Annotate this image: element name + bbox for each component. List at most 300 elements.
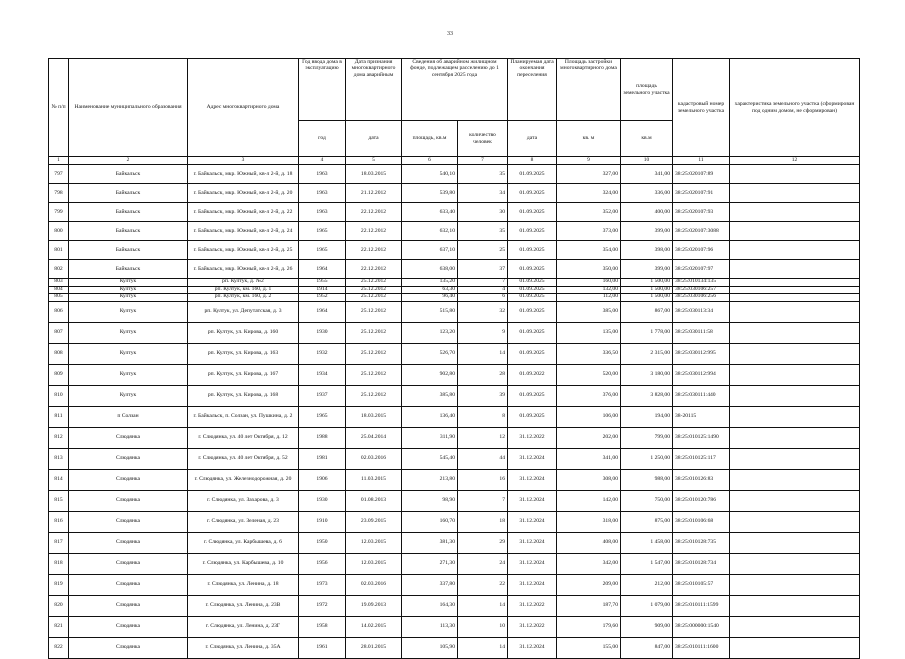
address-cell: рп. Култук, ул. Кирова, д. 168 xyxy=(188,385,299,406)
cadastral-cell: 38:25:000000:1540 xyxy=(673,616,730,637)
header-cadastral: кадастровый номер земельного участка xyxy=(673,59,730,157)
emergency-date-cell: 25.12.2012 xyxy=(346,385,402,406)
characteristics-cell xyxy=(730,511,860,532)
row-number: 812 xyxy=(49,427,69,448)
land-area-cell: 399,00 xyxy=(621,222,673,241)
cadastral-cell: 38:25:030112:994 xyxy=(673,364,730,385)
characteristics-cell xyxy=(730,260,860,279)
year-cell: 1914 xyxy=(299,286,346,294)
address-cell: г. Байкальск, мкр. Южный, кв-л 2-й, д. 22 xyxy=(188,203,299,222)
area-cell: 63,30 xyxy=(402,286,458,294)
built-area-cell: 354,00 xyxy=(557,241,621,260)
table-row xyxy=(49,490,860,511)
people-count-cell: 44 xyxy=(458,448,508,469)
area-cell: 515,80 xyxy=(402,301,458,322)
address-cell: г. Байкальск, п. Солзан, ул. Пушкина, д. 2 xyxy=(188,406,299,427)
header-date-emergency: Дата признания многоквартирного дома аварийным xyxy=(346,59,402,121)
built-area-cell: 327,00 xyxy=(557,165,621,184)
address-cell: г. Слюдянка, ул. Зеленая, д. 23 xyxy=(188,511,299,532)
year-cell: 1950 xyxy=(299,532,346,553)
cadastral-cell: 38:25:010105:57 xyxy=(673,574,730,595)
row-number: 817 xyxy=(49,532,69,553)
planned-date-cell: 31.12.2024 xyxy=(508,532,557,553)
area-cell: 632,10 xyxy=(402,222,458,241)
cadastral-cell: 38:25:020107:89 xyxy=(673,165,730,184)
built-area-cell: 318,00 xyxy=(557,511,621,532)
municipality-cell: Слюдянка xyxy=(69,532,188,553)
row-number: 813 xyxy=(49,448,69,469)
planned-date-cell: 01.09.2025 xyxy=(508,184,557,203)
row-number: 822 xyxy=(49,637,69,658)
year-cell: 1906 xyxy=(299,469,346,490)
planned-date-cell: 31.12.2024 xyxy=(508,574,557,595)
characteristics-cell xyxy=(730,241,860,260)
column-number: 1 xyxy=(49,157,69,165)
subheader-date: дата xyxy=(346,121,402,157)
table-row xyxy=(49,301,860,322)
characteristics-cell xyxy=(730,203,860,222)
header-planned-date: Планируемая дата окончания переселения xyxy=(508,59,557,121)
built-area-cell: 132,00 xyxy=(557,286,621,294)
built-area-cell: 308,00 xyxy=(557,469,621,490)
area-cell: 539,80 xyxy=(402,184,458,203)
cadastral-cell: 38:25:030111:440 xyxy=(673,385,730,406)
table-row xyxy=(49,286,860,294)
land-area-cell: 909,00 xyxy=(621,616,673,637)
cadastral-cell: 38:25:030106:256 xyxy=(673,294,730,302)
characteristics-cell xyxy=(730,595,860,616)
row-number: 805 xyxy=(49,294,69,302)
people-count-cell: 35 xyxy=(458,222,508,241)
municipality-cell: Култук xyxy=(69,301,188,322)
characteristics-cell xyxy=(730,301,860,322)
year-cell: 1972 xyxy=(299,595,346,616)
area-cell: 540,10 xyxy=(402,165,458,184)
address-cell: г. Слюдянка, ул. Ленина, д. 23Г xyxy=(188,616,299,637)
area-cell: 337,80 xyxy=(402,574,458,595)
table-row xyxy=(49,574,860,595)
table-row xyxy=(49,364,860,385)
planned-date-cell: 01.09.2025 xyxy=(508,294,557,302)
emergency-date-cell: 12.03.2015 xyxy=(346,553,402,574)
year-cell: 1965 xyxy=(299,241,346,260)
address-cell: г. Байкальск, мкр. Южный, кв-л 2-й, д. 25 xyxy=(188,241,299,260)
people-count-cell: 6 xyxy=(458,294,508,302)
characteristics-cell xyxy=(730,286,860,294)
area-cell: 637,10 xyxy=(402,241,458,260)
characteristics-cell xyxy=(730,385,860,406)
cadastral-cell: 38:25:030111:58 xyxy=(673,322,730,343)
municipality-cell: Култук xyxy=(69,279,188,287)
people-count-cell: 7 xyxy=(458,490,508,511)
emergency-date-cell: 22.12.2012 xyxy=(346,203,402,222)
characteristics-cell xyxy=(730,406,860,427)
characteristics-cell xyxy=(730,343,860,364)
built-area-cell: 187,70 xyxy=(557,595,621,616)
row-number: 819 xyxy=(49,574,69,595)
land-area-cell: 1 500,00 xyxy=(621,294,673,302)
municipality-cell: Байкальск xyxy=(69,222,188,241)
year-cell: 1964 xyxy=(299,301,346,322)
planned-date-cell: 31.12.2024 xyxy=(508,511,557,532)
area-cell: 164,30 xyxy=(402,595,458,616)
page-number: 33 xyxy=(447,31,453,37)
land-area-cell: 1 250,00 xyxy=(621,448,673,469)
planned-date-cell: 31.12.2024 xyxy=(508,553,557,574)
land-area-cell: 194,00 xyxy=(621,406,673,427)
land-area-cell: 399,00 xyxy=(621,260,673,279)
address-cell: г. Байкальск, мкр. Южный, кв-л 2-й, д. 18 xyxy=(188,165,299,184)
row-number: 818 xyxy=(49,553,69,574)
people-count-cell: 14 xyxy=(458,343,508,364)
header-built-area: Площадь застройки многоквартирного дома xyxy=(557,59,621,121)
emergency-date-cell: 25.12.2012 xyxy=(346,294,402,302)
row-number: 810 xyxy=(49,385,69,406)
planned-date-cell: 01.09.2025 xyxy=(508,241,557,260)
land-area-cell: 867,00 xyxy=(621,301,673,322)
area-cell: 96,40 xyxy=(402,294,458,302)
built-area-cell: 106,00 xyxy=(557,406,621,427)
municipality-cell: п Солзан xyxy=(69,406,188,427)
built-area-cell: 520,00 xyxy=(557,364,621,385)
people-count-cell: 16 xyxy=(458,469,508,490)
header-land-characteristics: характеристика земельного участка (сформирован под одним домом, не сформирован) xyxy=(730,59,860,157)
table-row xyxy=(49,241,860,260)
planned-date-cell: 01.09.2025 xyxy=(508,322,557,343)
year-cell: 1932 xyxy=(299,343,346,364)
year-cell: 1963 xyxy=(299,184,346,203)
address-cell: рп. Култук, ул. Кирова, д. 160 xyxy=(188,322,299,343)
built-area-cell: 135,00 xyxy=(557,322,621,343)
cadastral-cell: 38:25:020107:93 xyxy=(673,203,730,222)
table-row xyxy=(49,184,860,203)
table-row xyxy=(49,343,860,364)
municipality-cell: Слюдянка xyxy=(69,448,188,469)
planned-date-cell: 01.09.2025 xyxy=(508,260,557,279)
emergency-date-cell: 11.03.2015 xyxy=(346,469,402,490)
built-area-cell: 385,00 xyxy=(557,301,621,322)
cadastral-cell: 38:25:010126:83 xyxy=(673,469,730,490)
people-count-cell: 34 xyxy=(458,184,508,203)
address-cell: г. Слюдянка, ул. Карбышева, д. 6 xyxy=(188,532,299,553)
emergency-date-cell: 18.03.2015 xyxy=(346,406,402,427)
column-number: 11 xyxy=(673,157,730,165)
characteristics-cell xyxy=(730,222,860,241)
people-count-cell: 28 xyxy=(458,364,508,385)
municipality-cell: Култук xyxy=(69,385,188,406)
land-area-cell: 1 547,00 xyxy=(621,553,673,574)
land-area-cell: 341,00 xyxy=(621,165,673,184)
year-cell: 1952 xyxy=(299,294,346,302)
row-number: 803 xyxy=(49,279,69,287)
planned-date-cell: 01.09.2025 xyxy=(508,203,557,222)
column-number: 4 xyxy=(299,157,346,165)
table-row xyxy=(49,469,860,490)
area-cell: 213,80 xyxy=(402,469,458,490)
table-row xyxy=(49,595,860,616)
address-cell: г. Слюдянка, ул. Ленина, д. 35А xyxy=(188,637,299,658)
table-row xyxy=(49,279,860,287)
header-no: № п/п xyxy=(49,59,69,157)
emergency-date-cell: 02.03.2016 xyxy=(346,574,402,595)
cadastral-cell: 38:25:030106:257 xyxy=(673,286,730,294)
table-row xyxy=(49,616,860,637)
address-cell: рп. Култук, д. №2 xyxy=(188,279,299,287)
address-cell: г. Байкальск, мкр. Южный, кв-л 2-й, д. 24 xyxy=(188,222,299,241)
table-row xyxy=(49,406,860,427)
built-area-cell: 408,00 xyxy=(557,532,621,553)
column-number: 7 xyxy=(458,157,508,165)
row-number: 801 xyxy=(49,241,69,260)
subheader-count: количество человек xyxy=(458,121,508,157)
built-area-cell: 342,00 xyxy=(557,553,621,574)
cadastral-cell: 38:25:010120:786 xyxy=(673,490,730,511)
row-number: 809 xyxy=(49,364,69,385)
row-number: 798 xyxy=(49,184,69,203)
municipality-cell: Слюдянка xyxy=(69,490,188,511)
municipality-cell: Култук xyxy=(69,286,188,294)
area-cell: 381,30 xyxy=(402,532,458,553)
people-count-cell: 37 xyxy=(458,260,508,279)
cadastral-cell: 38:25:010134:135 xyxy=(673,279,730,287)
people-count-cell: 30 xyxy=(458,203,508,222)
column-number: 12 xyxy=(730,157,860,165)
emergency-date-cell: 21.12.2012 xyxy=(346,184,402,203)
emergency-date-cell: 25.12.2012 xyxy=(346,286,402,294)
people-count-cell: 14 xyxy=(458,637,508,658)
emergency-date-cell: 25.12.2012 xyxy=(346,279,402,287)
characteristics-cell xyxy=(730,184,860,203)
municipality-cell: Слюдянка xyxy=(69,511,188,532)
land-area-cell: 3 828,00 xyxy=(621,385,673,406)
row-number: 797 xyxy=(49,165,69,184)
emergency-date-cell: 19.09.2013 xyxy=(346,595,402,616)
row-number: 802 xyxy=(49,260,69,279)
column-number: 10 xyxy=(621,157,673,165)
area-cell: 545,40 xyxy=(402,448,458,469)
year-cell: 1956 xyxy=(299,553,346,574)
area-cell: 105,90 xyxy=(402,637,458,658)
row-number: 808 xyxy=(49,343,69,364)
address-cell: г. Слюдянка, ул. Карбышева, д. 10 xyxy=(188,553,299,574)
address-cell: г. Слюдянка, ул. 40 лет Октября, д. 12 xyxy=(188,427,299,448)
table-body xyxy=(49,165,860,659)
table-row xyxy=(49,553,860,574)
characteristics-cell xyxy=(730,469,860,490)
emergency-date-cell: 28.01.2015 xyxy=(346,637,402,658)
people-count-cell: 4 xyxy=(458,286,508,294)
municipality-cell: Слюдянка xyxy=(69,553,188,574)
area-cell: 123,20 xyxy=(402,322,458,343)
year-cell: 1930 xyxy=(299,322,346,343)
area-cell: 160,70 xyxy=(402,511,458,532)
municipality-cell: Байкальск xyxy=(69,241,188,260)
emergency-date-cell: 25.12.2012 xyxy=(346,301,402,322)
year-cell: 1981 xyxy=(299,448,346,469)
table-row xyxy=(49,385,860,406)
people-count-cell: 10 xyxy=(458,616,508,637)
column-number: 6 xyxy=(402,157,458,165)
cadastral-cell: 38:25:020107:97 xyxy=(673,260,730,279)
row-number: 799 xyxy=(49,203,69,222)
table-row xyxy=(49,532,860,553)
row-number: 800 xyxy=(49,222,69,241)
planned-date-cell: 31.12.2022 xyxy=(508,616,557,637)
characteristics-cell xyxy=(730,279,860,287)
characteristics-cell xyxy=(730,553,860,574)
municipality-cell: Слюдянка xyxy=(69,427,188,448)
land-area-cell: 212,00 xyxy=(621,574,673,595)
cadastral-cell: 38:25:010111:1600 xyxy=(673,637,730,658)
address-cell: г. Слюдянка, ул. Ленина, д. 18 xyxy=(188,574,299,595)
planned-date-cell: 01.09.2025 xyxy=(508,279,557,287)
address-cell: рп. Култук, км. 160, д. 1 xyxy=(188,286,299,294)
area-cell: 113,30 xyxy=(402,616,458,637)
emergency-date-cell: 25.12.2012 xyxy=(346,343,402,364)
people-count-cell: 32 xyxy=(458,301,508,322)
municipality-cell: Слюдянка xyxy=(69,469,188,490)
planned-date-cell: 01.09.2025 xyxy=(508,301,557,322)
row-number: 816 xyxy=(49,511,69,532)
row-number: 807 xyxy=(49,322,69,343)
planned-date-cell: 31.12.2022 xyxy=(508,595,557,616)
table-row xyxy=(49,427,860,448)
built-area-cell: 202,00 xyxy=(557,427,621,448)
column-number: 9 xyxy=(557,157,621,165)
built-area-cell: 376,00 xyxy=(557,385,621,406)
characteristics-cell xyxy=(730,532,860,553)
characteristics-cell xyxy=(730,448,860,469)
people-count-cell: 39 xyxy=(458,385,508,406)
year-cell: 1973 xyxy=(299,574,346,595)
emergency-date-cell: 14.02.2015 xyxy=(346,616,402,637)
cadastral-cell: 38:25:020107:96 xyxy=(673,241,730,260)
housing-table xyxy=(48,58,860,659)
area-cell: 633,40 xyxy=(402,203,458,222)
subheader-date2: дата xyxy=(508,121,557,157)
year-cell: 1961 xyxy=(299,637,346,658)
row-number: 811 xyxy=(49,406,69,427)
emergency-date-cell: 23.09.2015 xyxy=(346,511,402,532)
column-number: 8 xyxy=(508,157,557,165)
area-cell: 311,90 xyxy=(402,427,458,448)
planned-date-cell: 31.12.2024 xyxy=(508,469,557,490)
land-area-cell: 1 778,00 xyxy=(621,322,673,343)
table-row xyxy=(49,165,860,184)
land-area-cell: 750,00 xyxy=(621,490,673,511)
municipality-cell: Байкальск xyxy=(69,184,188,203)
built-area-cell: 373,00 xyxy=(557,222,621,241)
land-area-cell: 398,00 xyxy=(621,241,673,260)
land-area-cell: 1 500,00 xyxy=(621,279,673,287)
emergency-date-cell: 25.12.2012 xyxy=(346,364,402,385)
planned-date-cell: 01.09.2025 xyxy=(508,343,557,364)
planned-date-cell: 01.09.2025 xyxy=(508,406,557,427)
municipality-cell: Байкальск xyxy=(69,165,188,184)
municipality-cell: Байкальск xyxy=(69,203,188,222)
year-cell: 1930 xyxy=(299,490,346,511)
people-count-cell: 22 xyxy=(458,574,508,595)
area-cell: 135,20 xyxy=(402,279,458,287)
table-row xyxy=(49,294,860,302)
land-area-cell: 847,00 xyxy=(621,637,673,658)
year-cell: 1988 xyxy=(299,427,346,448)
land-area-cell: 336,00 xyxy=(621,184,673,203)
header-municipality: Наименование муниципального образования xyxy=(69,59,188,157)
planned-date-cell: 31.12.2024 xyxy=(508,448,557,469)
year-cell: 1963 xyxy=(299,203,346,222)
municipality-cell: Слюдянка xyxy=(69,595,188,616)
subheader-sqm: кв. м xyxy=(557,121,621,157)
municipality-cell: Слюдянка xyxy=(69,616,188,637)
year-cell: 1934 xyxy=(299,364,346,385)
table-row xyxy=(49,260,860,279)
built-area-cell: 324,00 xyxy=(557,184,621,203)
municipality-cell: Култук xyxy=(69,364,188,385)
header-land-area: площадь земельного участка xyxy=(621,59,673,121)
municipality-cell: Байкальск xyxy=(69,260,188,279)
planned-date-cell: 31.12.2024 xyxy=(508,490,557,511)
land-area-cell: 988,00 xyxy=(621,469,673,490)
column-number: 3 xyxy=(188,157,299,165)
planned-date-cell: 01.09.2022 xyxy=(508,364,557,385)
address-cell: г. Слюдянка, ул. Ленина, д. 23В xyxy=(188,595,299,616)
characteristics-cell xyxy=(730,637,860,658)
row-number: 806 xyxy=(49,301,69,322)
characteristics-cell xyxy=(730,427,860,448)
land-area-cell: 2 315,00 xyxy=(621,343,673,364)
emergency-date-cell: 25.12.2012 xyxy=(346,322,402,343)
area-cell: 385,80 xyxy=(402,385,458,406)
address-cell: г. Байкальск, мкр. Южный, кв-л 2-й, д. 26 xyxy=(188,260,299,279)
built-area-cell: 350,00 xyxy=(557,260,621,279)
row-number: 820 xyxy=(49,595,69,616)
people-count-cell: 9 xyxy=(458,322,508,343)
built-area-cell: 160,00 xyxy=(557,279,621,287)
address-cell: рп. Култук, ул. Кирова, д. 167 xyxy=(188,364,299,385)
cadastral-cell: 38:25:020107:91 xyxy=(673,184,730,203)
subheader-sqm2: кв.м xyxy=(621,121,673,157)
built-area-cell: 352,00 xyxy=(557,203,621,222)
municipality-cell: Слюдянка xyxy=(69,574,188,595)
built-area-cell: 155,00 xyxy=(557,637,621,658)
year-cell: 1955 xyxy=(299,279,346,287)
area-cell: 98,90 xyxy=(402,490,458,511)
year-cell: 1910 xyxy=(299,511,346,532)
built-area-cell: 336,50 xyxy=(557,343,621,364)
emergency-date-cell: 22.12.2012 xyxy=(346,260,402,279)
land-area-cell: 1 458,00 xyxy=(621,532,673,553)
table-row xyxy=(49,222,860,241)
emergency-date-cell: 12.03.2015 xyxy=(346,532,402,553)
planned-date-cell: 01.09.2025 xyxy=(508,385,557,406)
municipality-cell: Култук xyxy=(69,294,188,302)
land-area-cell: 400,00 xyxy=(621,203,673,222)
people-count-cell: 7 xyxy=(458,279,508,287)
cadastral-cell: 38:25:010125:117 xyxy=(673,448,730,469)
cadastral-cell: 38:25:010106:68 xyxy=(673,511,730,532)
characteristics-cell xyxy=(730,364,860,385)
people-count-cell: 35 xyxy=(458,165,508,184)
planned-date-cell: 01.09.2025 xyxy=(508,222,557,241)
subheader-area: площадь, кв.м xyxy=(402,121,458,157)
emergency-date-cell: 01.08.2013 xyxy=(346,490,402,511)
header-fund-info: Сведения об аварийном жилищном фонде, подлежащем расселению до 1 сентября 2025 года xyxy=(402,59,508,121)
cadastral-cell: 38-20115 xyxy=(673,406,730,427)
cadastral-cell: 38:25:020107:3088 xyxy=(673,222,730,241)
characteristics-cell xyxy=(730,616,860,637)
year-cell: 1958 xyxy=(299,616,346,637)
